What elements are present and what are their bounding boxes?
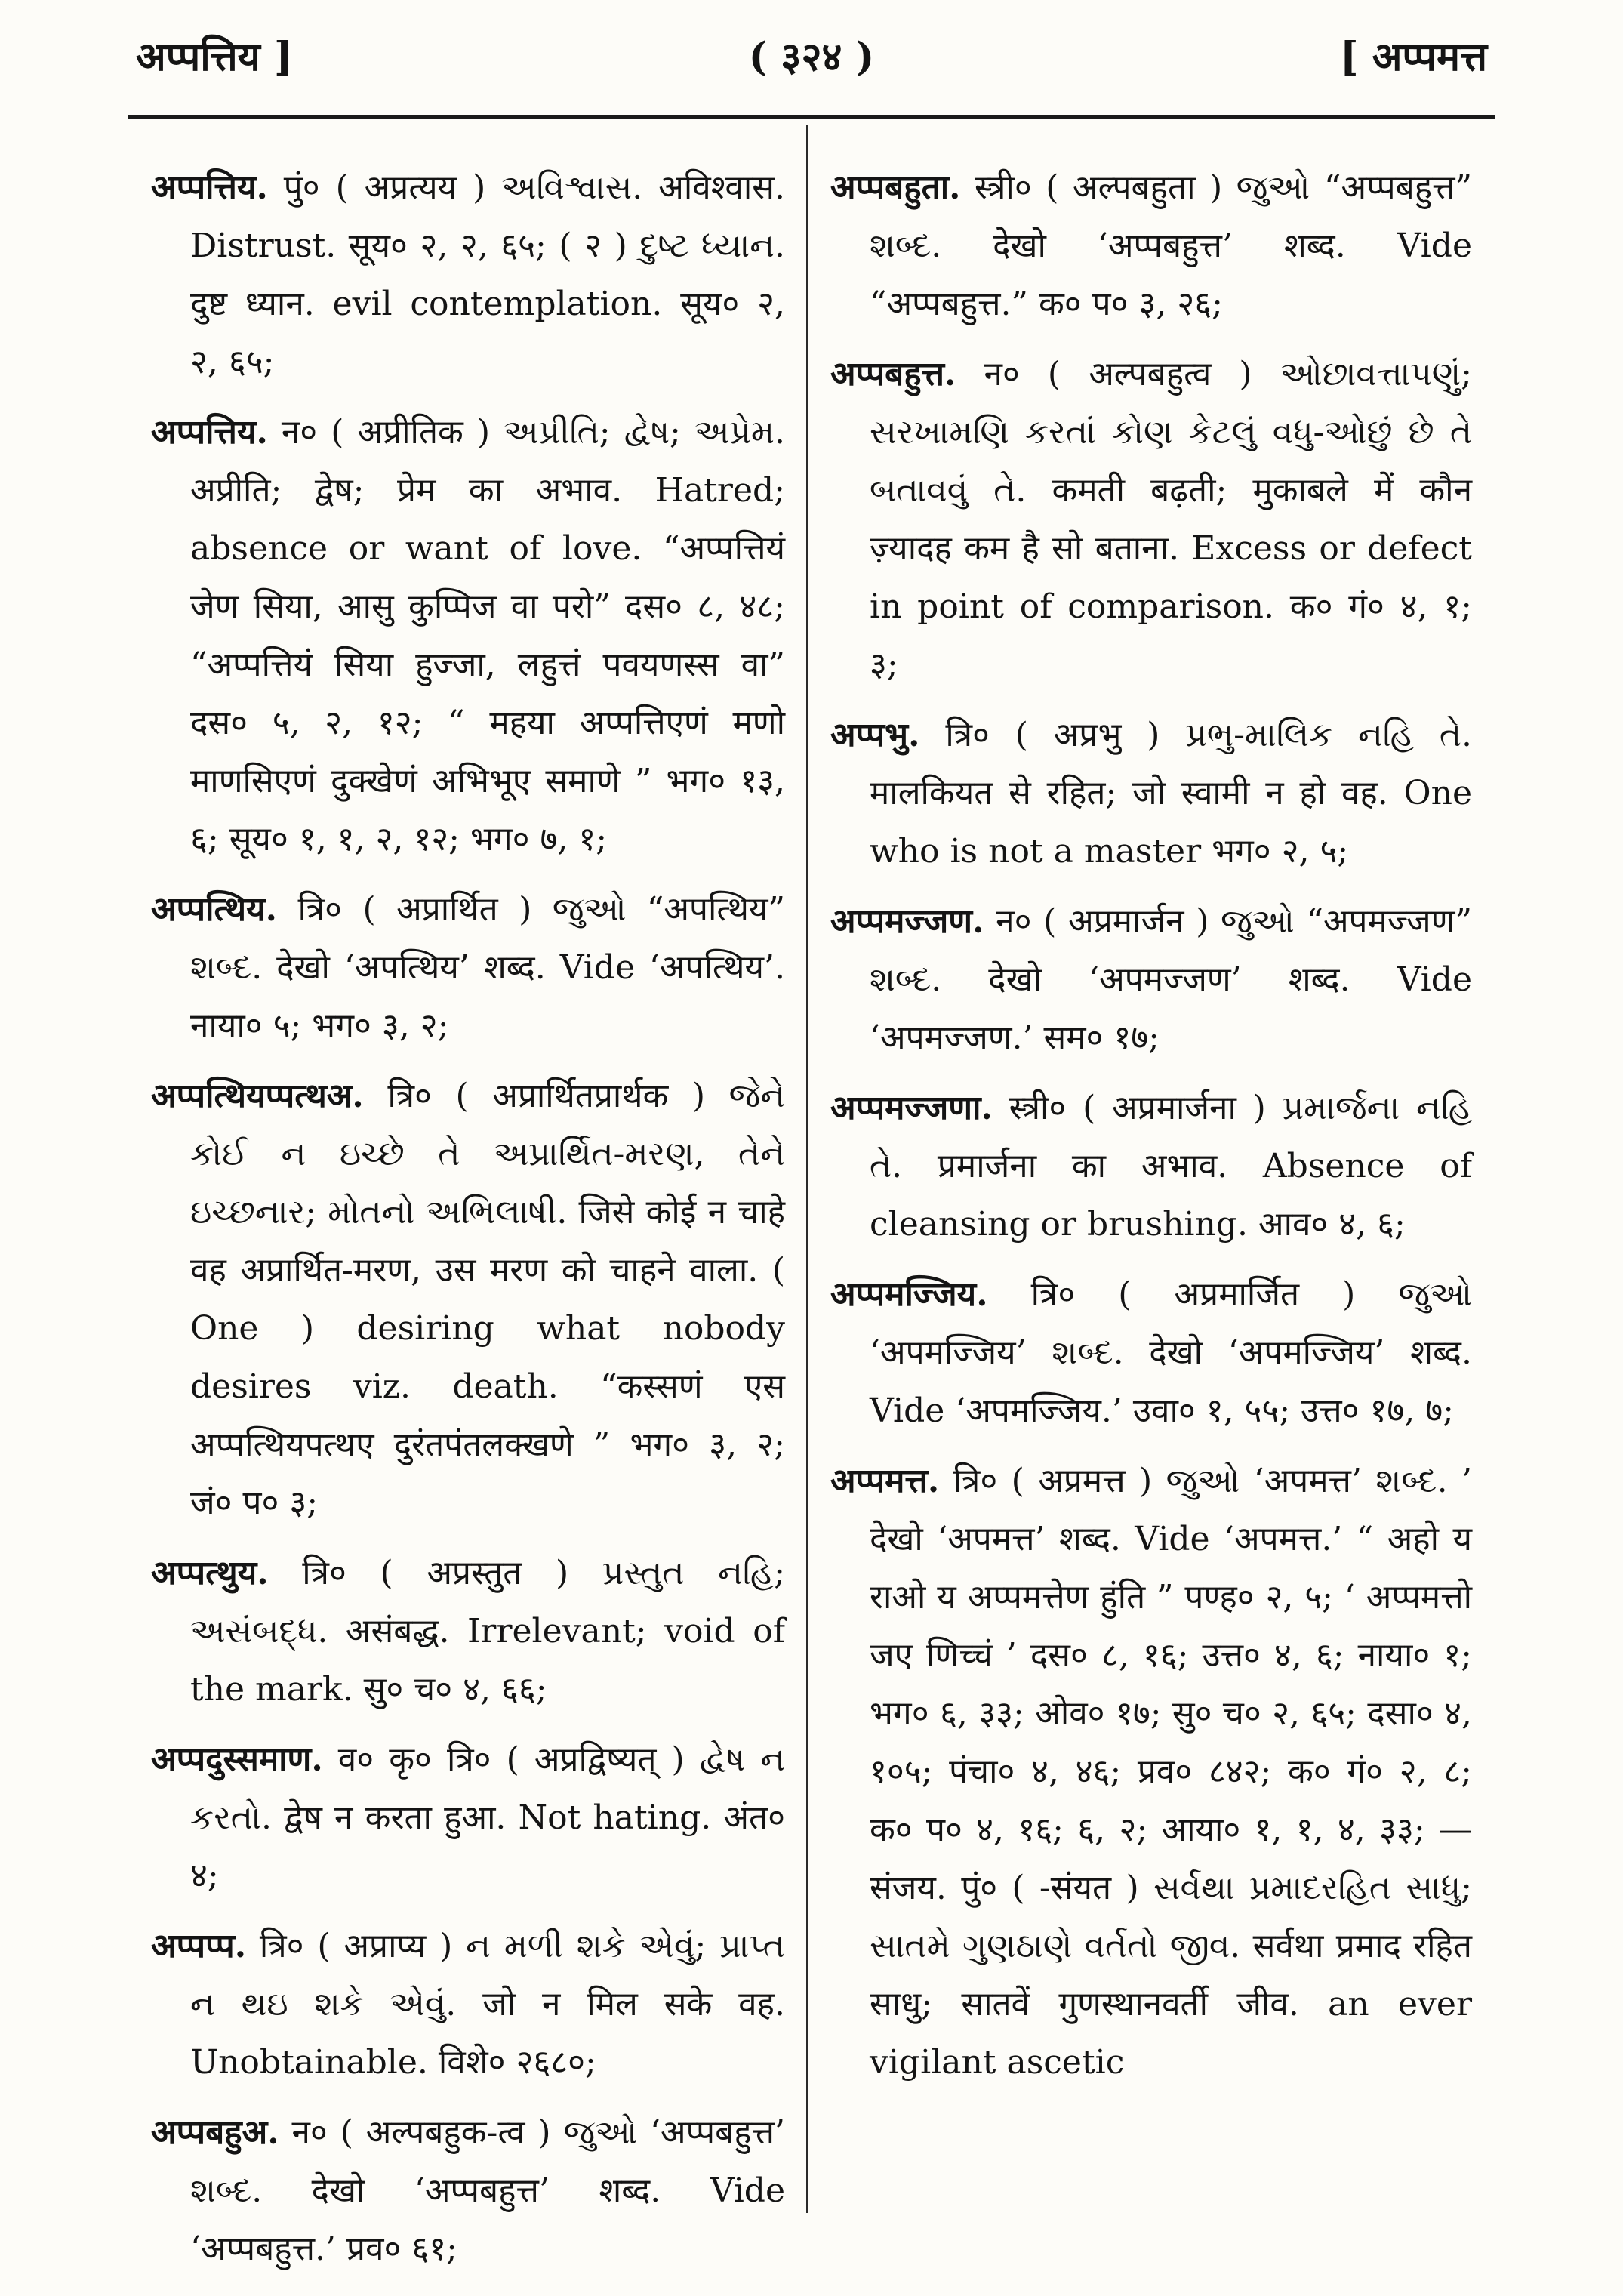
dictionary-entry (830, 892, 1472, 1067)
entry-body: त्रि० ( अप्रमार्जित ) જુઓ ‘अपमज्जिय’ શબ્દ. देखो ‘अपमज्जिय’ शब्द. Vide ‘अपमज्जिय.’ उवा० १, ५५; उत्त० १७, ७; (870, 1275, 1472, 1430)
dictionary-entry (151, 1730, 785, 1905)
entry-body: त्रि० ( अप्रभु ) પ્રભુ-માલિક નહિ તે. मालकियत से रहित; जो स्वामी न हो वह. One who is not a master भग० २, ५; (870, 716, 1472, 871)
entry-headword: अप्पबहुअ. (151, 2113, 279, 2152)
entry-headword: अप्पत्तिय. (151, 413, 268, 451)
dictionary-entry (830, 345, 1472, 694)
entry-headword: अप्पत्थिय. (151, 890, 277, 929)
entry-body: न० ( अल्पबहुक-त्व ) જુઓ ‘अप्पबहुत्त’ શબ્દ. देखो ‘अप्पबहुत्त’ शब्द. Vide ‘अप्पबहुत्त.’ प्रव० ६१; (190, 2113, 785, 2268)
entry-headword: अप्पदुस्समाण. (151, 1740, 323, 1779)
entry-headword: अप्पत्तिय. (151, 168, 268, 207)
entry-headword: अप्पभु. (830, 716, 920, 754)
dictionary-entry (830, 706, 1472, 880)
entry-headword: अप्पत्थियप्पत्थअ. (151, 1077, 364, 1115)
entry-headword: अप्पबहुत्त. (830, 355, 956, 393)
column-divider (806, 125, 808, 2213)
left-column (151, 159, 785, 2290)
dictionary-entry (151, 403, 785, 868)
entry-body: त्रि० ( अप्राप्य ) ન મળી શકે એવું; પ્રાપ્ત ન થઇ શકે એવું. जो न मिल सके वह. Unobtainable. विशे० २६८०; (190, 1927, 785, 2082)
running-head (136, 29, 1487, 89)
dictionary-entry (151, 1544, 785, 1718)
entry-headword: अप्पबहुता. (830, 168, 961, 207)
entry-body: त्रि० ( अप्रस्तुत ) પ્રસ્તુત નહિ; અસંબદ્ધ. असंबद्ध. Irrelevant; void of the mark. सु० च० ४, ६६; (190, 1554, 785, 1709)
entry-headword: अप्पमज्जण. (830, 902, 984, 941)
header-right-guide-word: [ अप्पमत्त (1339, 34, 1487, 80)
right-column (830, 159, 1472, 2103)
dictionary-entry (151, 2103, 785, 2278)
dictionary-entry (830, 1079, 1472, 1253)
dictionary-entry (151, 159, 785, 391)
entry-headword: अप्पमत्त. (830, 1462, 940, 1500)
entry-body: स्त्री० ( अप्रमार्जना ) પ્રમાર્જના નહિ તે. प्रमार्जना का अभाव. Absence of cleansing or brushing. आव० ४, ६; (870, 1089, 1472, 1244)
header-left-guide-word: अप्पत्तिय ] (136, 34, 293, 80)
entry-body: व० कृ० त्रि० ( अप्रद्विष्यत् ) દ્વેષ ન કરતો. द्वेष न करता हुआ. Not hating. अंत० ४; (190, 1740, 785, 1895)
entry-headword: अप्पमज्जणा. (830, 1089, 993, 1127)
dictionary-entry (830, 159, 1472, 333)
entry-headword: अप्पप्प. (151, 1927, 247, 1965)
dictionary-entry (830, 1265, 1472, 1440)
entry-body: त्रि० ( अप्रमत्त ) જુઓ ‘अपमत्त’ શબ્દ. ’ देखो ‘अपमत्त’ शब्द. Vide ‘अपमत्त.’ “ अहो य राओ य अप्पमत्तेण हुंति ” पण्ह० २, ५; ‘ अप्पमत्तो जए णिच्चं ’ दस० ८, १६; उत्त० ४, ६; नाया० १; भग० ६, ३३; ओव० १७; सु० च० २, ६५; दसा० ४, १०५; पंचा० ४, ४६; प्रव० ८४२; क० गं० २, ८; क० प० ४, १६; ६, २; आया० १, १, ४, ३३; —संजय. पुं० ( -संयत ) સર્વથા પ્રમાદરહિત સાધુ; સાતમે ગુણઠાણે વર્તતો જીવ. सर्वथा प्रमाद रहित साधु; सातवें गुणस्थानवर्ती जीव. an ever vigilant ascetic (870, 1462, 1472, 2082)
entry-headword: अप्पमज्जिय. (830, 1275, 988, 1314)
dictionary-entry (830, 1452, 1472, 2091)
entry-body: न० ( अप्रमार्जन ) જુઓ “अपमज्जण” શબ્દ. देखो ‘अपमज्जण’ शब्द. Vide ‘अपमज्जण.’ सम० १७; (870, 902, 1472, 1057)
page-number: ( ३२४ ) (748, 34, 875, 80)
dictionary-entry (151, 1917, 785, 2091)
entry-headword: अप्पत्थुय. (151, 1554, 269, 1592)
dictionary-entry (151, 1067, 785, 1532)
entry-body: पुं० ( अप्रत्यय ) અવિશ્વાસ. अविश्वास. Distrust. सूय० २, २, ६५; ( २ ) દુષ્ટ ધ્યાન. दुष्ट ध्यान. evil contemplation. सूय० २, २, ६५; (190, 168, 785, 381)
entry-body: त्रि० ( अप्रार्थित ) જુઓ “अपत्थिय” શબ્દ. देखो ‘अपत्थिय’ शब्द. Vide ‘अपत्थिय’. नाया० ५; भग० ३, २; (190, 890, 785, 1045)
entry-body: त्रि० ( अप्रार्थितप्रार्थक ) જેને કોઈ ન ઇચ્છે તે અપ્રાર્થિત-મરણ, તેને ઇચ્છનાર; મોતનો અભિલાષી. जिसे कोई न चाहे वह अप्रार्थित-मरण, उस मरण को चाहने वाला. ( One ) desiring what nobody desires viz. death. “कस्सणं एस अप्पत्थियपत्थए दुरंतपंतलक्खणे ” भग० ३, २; जं० प० ३; (190, 1077, 785, 1522)
dictionary-entry (151, 880, 785, 1055)
header-rule (128, 115, 1495, 119)
entry-body: न० ( अल्पबहुत्व ) ઓછાવત્તાપણું; સરખામણિ કરતાં કોણ કેટલું વધુ-ઓછું છે તે બતાવવું તે. कमती बढ़ती; मुकाबले में कौन ज़्यादह कम है सो बताना. Excess or defect in point of comparison. क० गं० ४, १; ३; (870, 355, 1472, 684)
entry-body: स्त्री० ( अल्पबहुता ) જુઓ “अप्पबहुत्त” શબ્દ. देखो ‘अप्पबहुत्त’ शब्द. Vide “अप्पबहुत्त.” क० प० ३, २६; (870, 168, 1472, 323)
entry-body: न० ( अप्रीतिक ) અપ્રીતિ; દ્વેષ; અપ્રેમ. अप्रीति; द्वेष; प्रेम का अभाव. Hatred; absence or want of love. “अप्पत्तियं जेण सिया, आसु कुप्पिज वा परो” दस० ८, ४८; “अप्पत्तियं सिया हुज्जा, लहुत्तं पवयणस्स वा” दस० ५, २, १२; “ महया अप्पत्तिएणं मणो माणसिएणं दुक्खेणं अभिभूए समाणे ” भग० १३, ६; सूय० १, १, २, १२; भग० ७, १; (190, 413, 785, 858)
